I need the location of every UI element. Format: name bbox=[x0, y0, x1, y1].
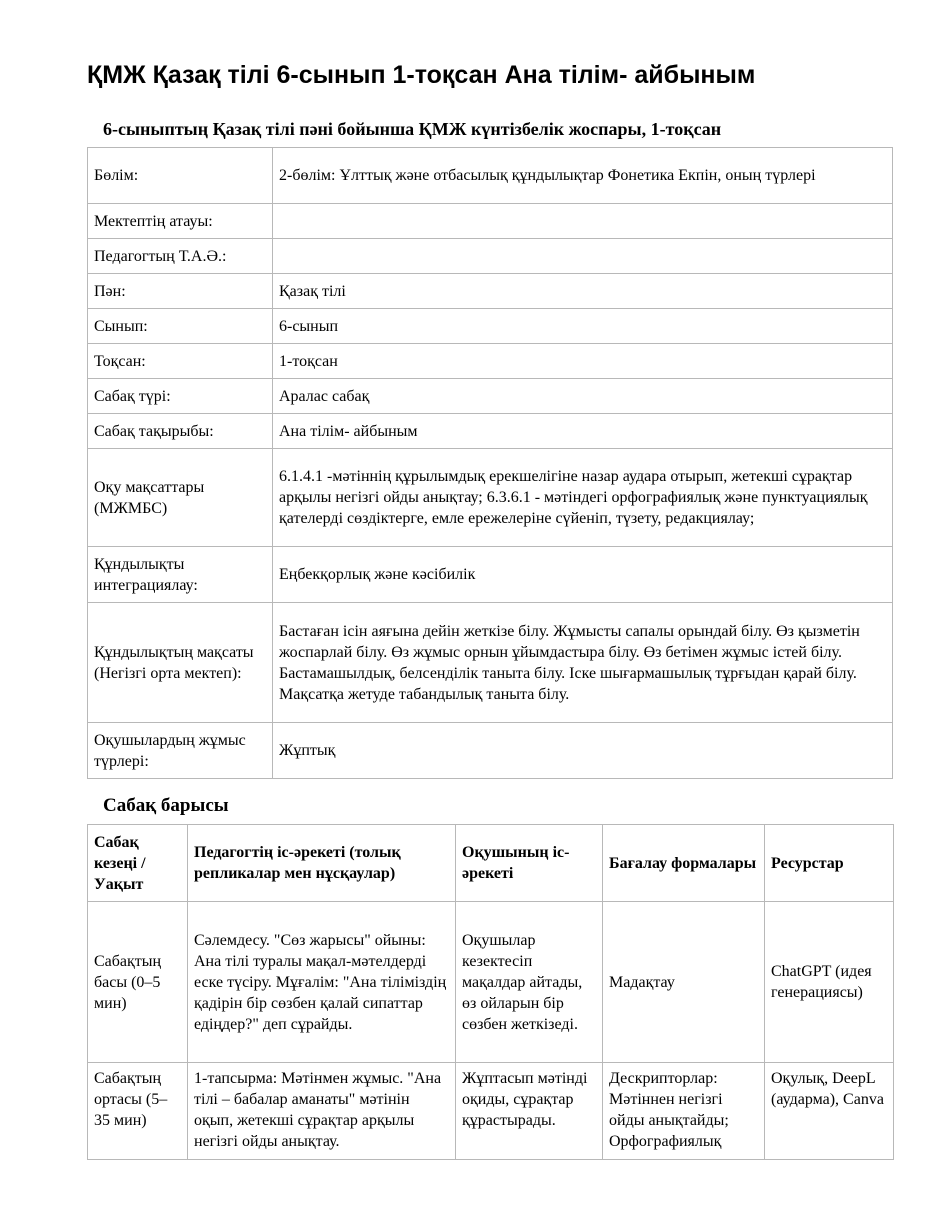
info-label-section: Бөлім: bbox=[88, 148, 273, 204]
table-row bbox=[88, 547, 893, 603]
cell-teacher-activity: 1-тапсырма: Мәтінмен жұмыс. "Ана тілі – бабалар аманаты" мәтінін оқып, жетекші сұрақтар арқылы негізгі ойды анықтау. bbox=[188, 1063, 456, 1160]
table-row bbox=[88, 603, 893, 723]
cell-stage-time: Сабақтың басы (0–5 мин) bbox=[88, 902, 188, 1063]
lesson-heading: Сабақ барысы bbox=[103, 795, 229, 816]
header-assessment: Бағалау формалары bbox=[603, 825, 765, 902]
info-value-grade: 6-сынып bbox=[273, 309, 893, 344]
table-row bbox=[88, 723, 893, 779]
table-row bbox=[88, 902, 894, 1063]
info-value-work-types: Жұптық bbox=[273, 723, 893, 779]
info-label-value-goal: Құндылықтың мақсаты (Негізгі орта мектеп): bbox=[88, 603, 273, 723]
info-label-work-types: Оқушылардың жұмыс түрлері: bbox=[88, 723, 273, 779]
header-stage-time: Сабақ кезеңі / Уақыт bbox=[88, 825, 188, 902]
table-row bbox=[88, 239, 893, 274]
cell-resources: Оқулық, DeepL (аударма), Canva bbox=[765, 1063, 894, 1160]
plan-heading: 6-сыныптың Қазақ тілі пәні бойынша ҚМЖ күнтізбелік жоспары, 1-тоқсан bbox=[103, 119, 722, 139]
table-row bbox=[88, 379, 893, 414]
cell-resources: ChatGPT (идея генерациясы) bbox=[765, 902, 894, 1063]
info-label-value-integration: Құндылықты интеграциялау: bbox=[88, 547, 273, 603]
cell-assessment: Мадақтау bbox=[603, 902, 765, 1063]
info-label-lesson-type: Сабақ түрі: bbox=[88, 379, 273, 414]
header-teacher-activity: Педагогтің іс-әрекеті (толық репликалар мен нұсқаулар) bbox=[188, 825, 456, 902]
cell-student-activity: Жұптасып мәтінді оқиды, сұрақтар құрастырады. bbox=[456, 1063, 603, 1160]
table-row bbox=[88, 274, 893, 309]
info-value-lesson-type: Аралас сабақ bbox=[273, 379, 893, 414]
page-title: ҚМЖ Қазақ тілі 6-сынып 1-тоқсан Ана тілім- айбыным bbox=[87, 61, 756, 89]
info-label-learning-objectives: Оқу мақсаттары (МЖМБС) bbox=[88, 449, 273, 547]
table-header-row bbox=[88, 825, 894, 902]
info-label-subject: Пән: bbox=[88, 274, 273, 309]
info-value-teacher[interactable] bbox=[273, 239, 893, 274]
info-value-learning-objectives: 6.1.4.1 -мәтіннің құрылымдық ерекшелігіне назар аудара отырып, жетекші сұрақтар арқылы негізгі ойды анықтау; 6.3.6.1 - мәтіндегі орфографиялық және пунктуациялық қателерді сөздіктерге, емле ережелеріне сүйеніп, түзету, редакциялау; bbox=[273, 449, 893, 547]
table-row bbox=[88, 1063, 894, 1160]
table-row bbox=[88, 309, 893, 344]
cell-teacher-activity: Сәлемдесу. "Сөз жарысы" ойыны: Ана тілі туралы мақал-мәтелдерді еске түсіру. Мұғалім: "Ана тіліміздің қадірін бір сөзбен қалай сипаттар едіңдер?" деп сұрайды. bbox=[188, 902, 456, 1063]
table-row bbox=[88, 414, 893, 449]
info-value-quarter: 1-тоқсан bbox=[273, 344, 893, 379]
info-label-grade: Сынып: bbox=[88, 309, 273, 344]
info-value-value-integration: Еңбекқорлық және кәсібилік bbox=[273, 547, 893, 603]
cell-stage-time: Сабақтың ортасы (5–35 мин) bbox=[88, 1063, 188, 1160]
info-value-subject: Қазақ тілі bbox=[273, 274, 893, 309]
table-row bbox=[88, 344, 893, 379]
plan-info-table bbox=[87, 147, 893, 779]
info-label-quarter: Тоқсан: bbox=[88, 344, 273, 379]
info-value-value-goal: Бастаған ісін аяғына дейін жеткізе білу. Жұмысты сапалы орындай білу. Өз қызметін жоспарлай білу. Өз жұмыс орнын ұйымдастыра білу. Өз бетімен жұмыс істей білу. Бастамашылдық, белсенділік таныта білу. Іске шығармашылық тұрғыдан қарай білу. Мақсатқа жетуде табандылық таныта білу. bbox=[273, 603, 893, 723]
header-student-activity: Оқушының іс-әрекеті bbox=[456, 825, 603, 902]
table-row bbox=[88, 204, 893, 239]
info-label-school: Мектептің атауы: bbox=[88, 204, 273, 239]
info-label-lesson-topic: Сабақ тақырыбы: bbox=[88, 414, 273, 449]
table-row bbox=[88, 449, 893, 547]
lesson-flow-table bbox=[87, 824, 894, 1160]
info-value-lesson-topic: Ана тілім- айбыным bbox=[273, 414, 893, 449]
cell-student-activity: Оқушылар кезектесіп мақалдар айтады, өз ойларын бір сөзбен жеткізеді. bbox=[456, 902, 603, 1063]
info-value-section: 2-бөлім: Ұлттық және отбасылық құндылықтар Фонетика Екпін, оның түрлері bbox=[273, 148, 893, 204]
info-label-teacher: Педагогтың Т.А.Ә.: bbox=[88, 239, 273, 274]
header-resources: Ресурстар bbox=[765, 825, 894, 902]
table-row bbox=[88, 148, 893, 204]
info-value-school[interactable] bbox=[273, 204, 893, 239]
cell-assessment: Дескрипторлар: Мәтіннен негізгі ойды анықтайды; Орфографиялық bbox=[603, 1063, 765, 1160]
